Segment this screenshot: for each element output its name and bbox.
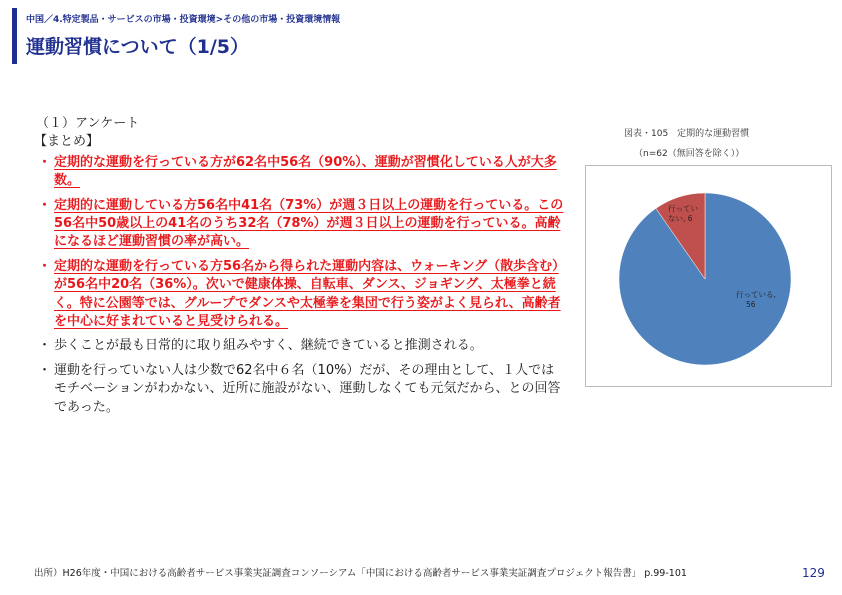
summary-bullet: [34, 337, 564, 355]
bullet-list: [34, 154, 564, 417]
summary-bullet: [34, 197, 564, 252]
bullet-text: 運動を行っていない人は少数で62名中６名（10%）だが、その理由として、１人ではモチベーションがわかない、近所に施設がない、運動しなくても元気だから、との回答であった。: [54, 362, 561, 415]
pie-chart-svg: [586, 166, 833, 388]
bullet-mark: ・: [38, 154, 52, 170]
section-heading: （１）アンケート: [36, 116, 140, 131]
body-text: [34, 115, 564, 423]
pie-chart: [585, 165, 832, 387]
summary-bullet: [34, 154, 564, 191]
bullet-mark: ・: [38, 197, 52, 213]
breadcrumb: 中国／4.特定製品・サービスの市場・投資環境>その他の市場・投資環境情報: [26, 15, 341, 25]
summary-bullet: [34, 258, 564, 332]
summary-heading: 【まとめ】: [34, 134, 100, 150]
chart-title: 図表・105 定期的な運動習慣: [624, 129, 750, 139]
bullet-mark: ・: [38, 338, 52, 354]
bullet-mark: ・: [38, 258, 52, 274]
bullet-text: 歩くことが最も日常的に取り組みやすく、継続できていると推測される。: [54, 338, 483, 354]
pie-slice-label: 行っている, 56: [736, 290, 776, 309]
chart-subtitle: （n=62（無回答を除く））: [634, 149, 745, 159]
bullet-text: 定期的な運動を行っている方56名から得られた運動内容は、ウォーキング（散歩含む）が56名中20名（36%）。次いで健康体操、自転車、ダンス、ジョギング、太極拳と続く。特に公園等では、グループでダンスや太極拳を集団で行う姿がよく見られ、高齢者を中心に好まれていると見受けられる。: [54, 258, 561, 330]
page-number: 129: [802, 566, 825, 580]
summary-bullet: [34, 362, 564, 417]
pie-slice-label: 行っていない, 6: [668, 204, 698, 223]
page-title: 運動習慣について（1/5）: [26, 36, 250, 58]
title-accent-bar: [12, 8, 17, 64]
bullet-mark: ・: [38, 362, 52, 378]
bullet-text: 定期的に運動している方56名中41名（73%）が週３日以上の運動を行っている。この56名中50歳以上の41名のうち32名（78%）が週３日以上の運動を行っている。高齢になるほど運動習慣の率が高い。: [54, 197, 564, 250]
bullet-text: 定期的な運動を行っている方が62名中56名（90%）、運動が習慣化している人が大多数。: [54, 154, 557, 189]
footer-source: 出所）H26年度・中国における高齢者サービス事業実証調査コンソーシアム「中国における高齢者サービス事業実証調査プロジェクト報告書」 p.99-101: [34, 568, 687, 579]
